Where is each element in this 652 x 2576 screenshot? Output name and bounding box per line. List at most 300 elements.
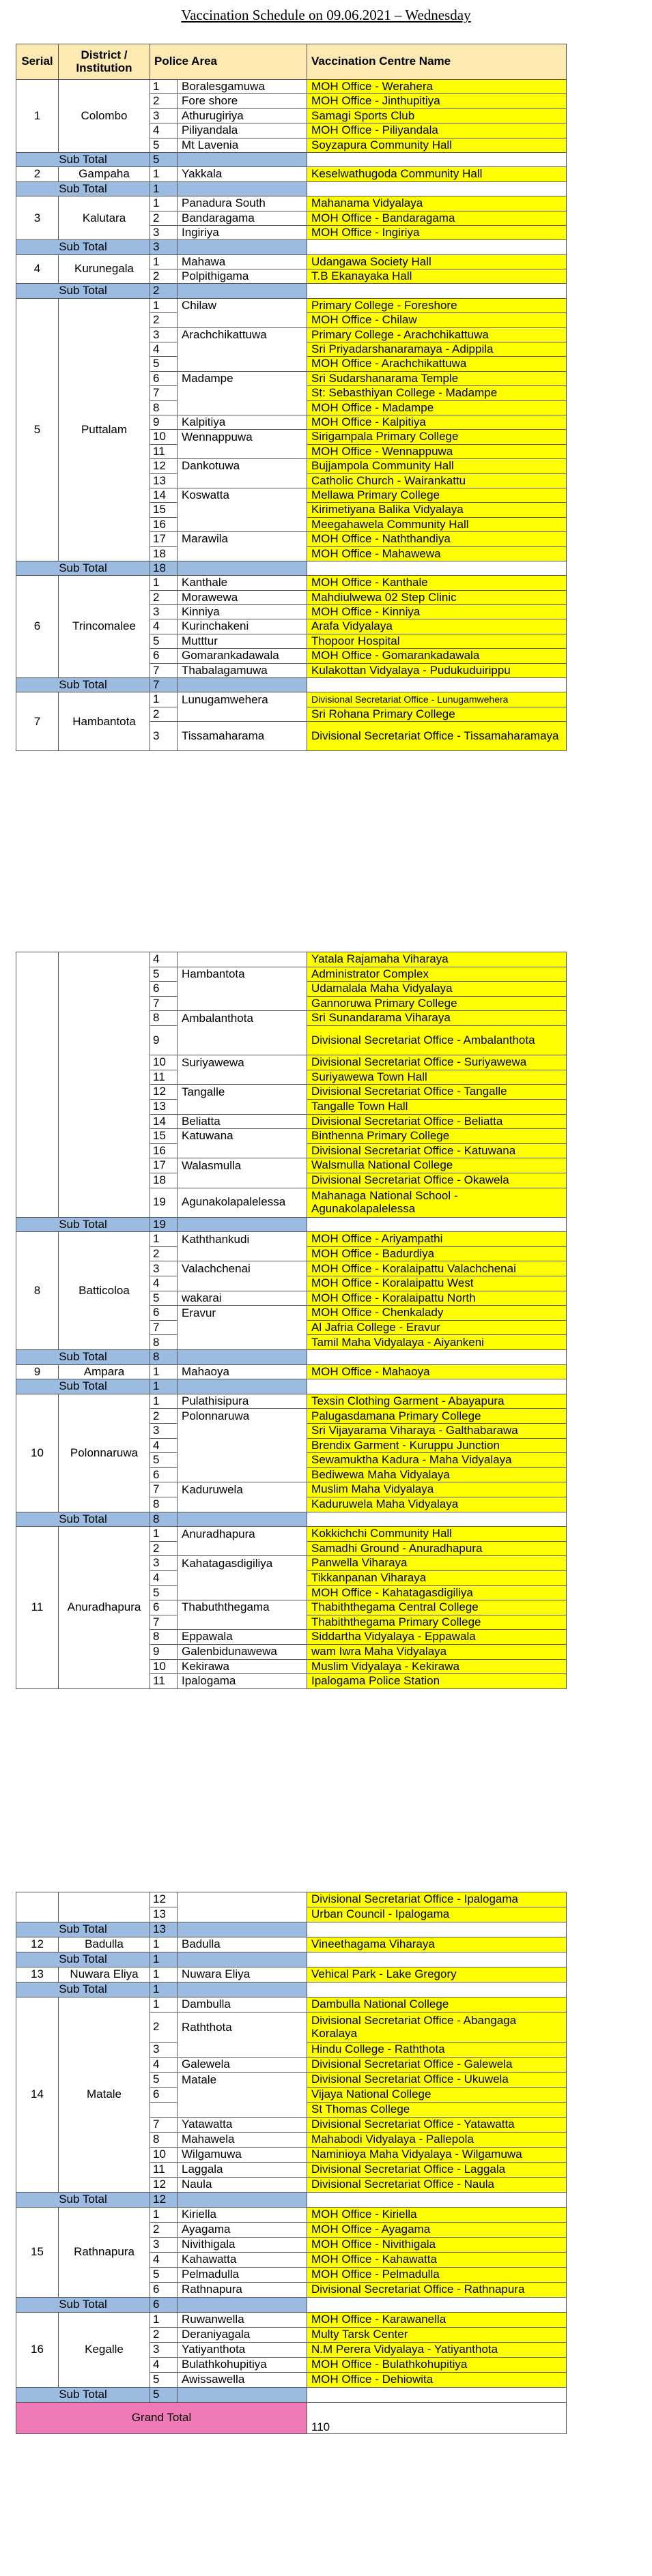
- vaccination-centre: Brendix Garment - Kuruppu Junction: [307, 1438, 567, 1453]
- row-number: 2: [150, 313, 178, 327]
- vaccination-centre: Thopoor Hospital: [307, 634, 567, 648]
- subtotal-value: 8: [150, 1512, 178, 1527]
- vaccination-centre: Bujjampola Community Hall: [307, 459, 567, 473]
- row-number: 8: [150, 1011, 178, 1026]
- row-number: 18: [150, 1173, 178, 1188]
- police-area: Kahatagasdigiliya: [178, 1556, 307, 1571]
- row-number: 1: [150, 1394, 178, 1409]
- subtotal-spacer: [178, 1952, 307, 1967]
- row-number: 10: [150, 1659, 178, 1674]
- subtotal-blank: [307, 2388, 567, 2403]
- subtotal-spacer: [178, 1379, 307, 1394]
- schedule-table: [16, 952, 567, 1689]
- police-area: Kurinchakeni: [178, 619, 307, 634]
- subtotal-spacer: [178, 1982, 307, 1997]
- vaccination-centre: Sri Sunandarama Viharaya: [307, 1011, 567, 1026]
- vaccination-centre: MOH Office - Kanthale: [307, 576, 567, 590]
- row-number: 2: [150, 2223, 178, 2238]
- table-row: [16, 1967, 567, 1982]
- police-area: Mutttur: [178, 634, 307, 648]
- police-area: Raththota: [178, 2012, 307, 2043]
- row-number: 4: [150, 2358, 178, 2373]
- row-number: 14: [150, 488, 178, 502]
- vaccination-centre: Kokkichchi Community Hall: [307, 1527, 567, 1542]
- vaccination-centre: Primary College - Arachchikattuwa: [307, 327, 567, 342]
- vaccination-centre: Palugasdamana Primary College: [307, 1409, 567, 1424]
- subtotal-label: Sub Total: [16, 152, 150, 166]
- row-number: 5: [150, 1453, 178, 1468]
- police-area: Kanthale: [178, 576, 307, 590]
- vaccination-centre: Yatala Rajamaha Viharaya: [307, 952, 567, 967]
- police-area: [178, 357, 307, 371]
- subtotal-label: Sub Total: [16, 181, 150, 196]
- subtotal-blank: [307, 1922, 567, 1937]
- row-number: 12: [150, 459, 178, 473]
- vaccination-centre: MOH Office - Kalpitiya: [307, 415, 567, 429]
- vaccination-centre: Divisional Secretariat Office - Abangaga Koralaya: [307, 2012, 567, 2043]
- district-serial: 2: [16, 167, 59, 181]
- district-serial: 15: [16, 2208, 59, 2298]
- row-number: 10: [150, 2148, 178, 2163]
- row-number: 9: [150, 1025, 178, 1055]
- vaccination-centre: Tangalle Town Hall: [307, 1099, 567, 1114]
- vaccination-centre: St Thomas College: [307, 2103, 567, 2118]
- police-area: Kinniya: [178, 605, 307, 619]
- police-area: [178, 1320, 307, 1335]
- vaccination-centre: Thabiththegama Primary College: [307, 1615, 567, 1630]
- police-area: Hambantota: [178, 967, 307, 982]
- row-number: 16: [150, 1143, 178, 1158]
- vaccination-centre: MOH Office - Ingiriya: [307, 225, 567, 239]
- police-area: Madampe: [178, 371, 307, 385]
- subtotal-blank: [307, 1982, 567, 1997]
- row-number: 11: [150, 2163, 178, 2178]
- row-number: 6: [150, 2283, 178, 2298]
- row-number: 11: [150, 1070, 178, 1085]
- vaccination-centre: Naminioya Maha Vidyalaya - Wilgamuwa: [307, 2148, 567, 2163]
- vaccination-centre: Kulakottan Vidyalaya - Pudukuduirippu: [307, 663, 567, 677]
- row-number: 15: [150, 503, 178, 517]
- table-row: [16, 80, 567, 94]
- vaccination-centre: MOH Office - Mahaoya: [307, 1364, 567, 1379]
- vaccination-centre: MOH Office - Ariyampathi: [307, 1232, 567, 1247]
- vaccination-centre: MOH Office - Piliyandala: [307, 123, 567, 138]
- police-area: Athurugiriya: [178, 108, 307, 123]
- row-number: 10: [150, 1055, 178, 1070]
- police-area: Ruwanwella: [178, 2313, 307, 2328]
- row-number: 1: [150, 298, 178, 312]
- header-serial: Serial: [16, 44, 59, 80]
- subtotal-value: 12: [150, 2193, 178, 2208]
- subtotal-blank: [307, 1512, 567, 1527]
- subtotal-value: 5: [150, 2388, 178, 2403]
- subtotal-label: Sub Total: [16, 1982, 150, 1997]
- vaccination-centre: MOH Office - Jinthupitiya: [307, 94, 567, 108]
- vaccination-centre: Mahabodi Vidyalaya - Pallepola: [307, 2133, 567, 2148]
- row-number: 5: [150, 1291, 178, 1306]
- vaccination-centre: Kaduruwela Maha Vidyalaya: [307, 1497, 567, 1512]
- subtotal-label: Sub Total: [16, 240, 150, 254]
- subtotal-row: [16, 284, 567, 298]
- row-number: 17: [150, 532, 178, 546]
- subtotal-spacer: [178, 2298, 307, 2313]
- row-number: 8: [150, 400, 178, 415]
- row-number: 1: [150, 196, 178, 211]
- vaccination-centre: Divisional Secretariat Office - Ambalanthota: [307, 1025, 567, 1055]
- subtotal-row: [16, 561, 567, 575]
- subtotal-blank: [307, 240, 567, 254]
- subtotal-spacer: [178, 181, 307, 196]
- vaccination-centre: Divisional Secretariat Office - Lunugamwehera: [307, 692, 567, 707]
- vaccination-centre: Mellawa Primary College: [307, 488, 567, 502]
- row-number: [150, 2103, 178, 2118]
- vaccination-centre: Sewamuktha Kadura - Maha Vidyalaya: [307, 1453, 567, 1468]
- police-area: [178, 2103, 307, 2118]
- row-number: 11: [150, 444, 178, 458]
- vaccination-centre: MOH Office - Ayagama: [307, 2223, 567, 2238]
- subtotal-label: Sub Total: [16, 1350, 150, 1365]
- police-area: Naula: [178, 2178, 307, 2193]
- vaccination-centre: Mahanama Vidyalaya: [307, 196, 567, 211]
- row-number: 2: [150, 590, 178, 604]
- vaccination-centre: MOH Office - Kinniya: [307, 605, 567, 619]
- police-area: Kaduruwela: [178, 1482, 307, 1497]
- vaccination-centre: Al Jafria College - Eravur: [307, 1320, 567, 1335]
- header-district: District / Institution: [59, 44, 150, 80]
- vaccination-centre: T.B Ekanayaka Hall: [307, 269, 567, 284]
- vaccination-centre: Sri Rohana Primary College: [307, 707, 567, 721]
- table-row: [16, 692, 567, 707]
- vaccination-centre: MOH Office - Bulathkohupitiya: [307, 2358, 567, 2373]
- district-serial: 6: [16, 576, 59, 678]
- vaccination-centre: MOH Office - Chilaw: [307, 313, 567, 327]
- vaccination-centre: MOH Office - Karawanella: [307, 2313, 567, 2328]
- row-number: 5: [150, 1585, 178, 1600]
- subtotal-spacer: [178, 152, 307, 166]
- vaccination-centre: Divisional Secretariat Office - Ipalogama: [307, 1892, 567, 1907]
- police-area: [178, 503, 307, 517]
- subtotal-label: Sub Total: [16, 284, 150, 298]
- subtotal-value: 1: [150, 1952, 178, 1967]
- district-name: Badulla: [59, 1937, 150, 1952]
- district-serial: 13: [16, 1967, 59, 1982]
- police-area: [178, 313, 307, 327]
- police-area: [178, 386, 307, 400]
- district-name: Colombo: [59, 80, 150, 153]
- police-area: Kiriella: [178, 2208, 307, 2223]
- row-number: 2: [150, 2328, 178, 2343]
- row-number: 16: [150, 517, 178, 531]
- vaccination-centre: Divisional Secretariat Office - Katuwana: [307, 1143, 567, 1158]
- subtotal-label: Sub Total: [16, 1379, 150, 1394]
- table-row: [16, 1937, 567, 1952]
- vaccination-centre: Divisional Secretariat Office - Ukuwela: [307, 2073, 567, 2088]
- police-area: [178, 2088, 307, 2103]
- police-area: [178, 1276, 307, 1291]
- subtotal-label: Sub Total: [16, 2193, 150, 2208]
- row-number: 7: [150, 1482, 178, 1497]
- grand-total-row: [16, 2403, 567, 2434]
- subtotal-row: [16, 678, 567, 692]
- vaccination-centre: Mahanaga National School - Agunakolapalelessa: [307, 1188, 567, 1217]
- vaccination-centre: St: Sebasthiyan College - Madampe: [307, 386, 567, 400]
- row-number: 8: [150, 1335, 178, 1350]
- subtotal-spacer: [178, 678, 307, 692]
- subtotal-row: [16, 1982, 567, 1997]
- table-row: [16, 254, 567, 269]
- police-area: [178, 1438, 307, 1453]
- row-number: 1: [150, 576, 178, 590]
- police-area: Yatawatta: [178, 2118, 307, 2133]
- table-row: [16, 1394, 567, 1409]
- subtotal-value: 7: [150, 678, 178, 692]
- vaccination-centre: Muslim Vidyalaya - Kekirawa: [307, 1659, 567, 1674]
- subtotal-label: Sub Total: [16, 1217, 150, 1232]
- subtotal-label: Sub Total: [16, 1512, 150, 1527]
- row-number: 7: [150, 1615, 178, 1630]
- subtotal-blank: [307, 561, 567, 575]
- police-area: [178, 1424, 307, 1439]
- row-number: 4: [150, 2253, 178, 2268]
- vaccination-centre: Ipalogama Police Station: [307, 1674, 567, 1689]
- vaccination-centre: Thabiththegama Central College: [307, 1600, 567, 1615]
- police-area: Polonnaruwa: [178, 1409, 307, 1424]
- vaccination-centre: MOH Office - Dehiowita: [307, 2373, 567, 2388]
- police-area: Wennappuwa: [178, 430, 307, 444]
- subtotal-value: 1: [150, 181, 178, 196]
- subtotal-value: 8: [150, 1350, 178, 1365]
- police-area: [178, 473, 307, 488]
- district-name: Trincomalee: [59, 576, 150, 678]
- row-number: 10: [150, 430, 178, 444]
- row-number: 3: [150, 2238, 178, 2253]
- table-row: [16, 1892, 567, 1907]
- subtotal-value: 18: [150, 561, 178, 575]
- police-area: [178, 1892, 307, 1907]
- schedule-table: [16, 44, 567, 751]
- vaccination-centre: MOH Office - Madampe: [307, 400, 567, 415]
- police-area: [178, 1497, 307, 1512]
- police-area: Bulathkohupitiya: [178, 2358, 307, 2373]
- table-row: [16, 1997, 567, 2012]
- police-area: [178, 1070, 307, 1085]
- vaccination-centre: Udangawa Society Hall: [307, 254, 567, 269]
- subtotal-row: [16, 1350, 567, 1365]
- row-number: 6: [150, 371, 178, 385]
- vaccination-centre: Arafa Vidyalaya: [307, 619, 567, 634]
- subtotal-blank: [307, 2193, 567, 2208]
- police-area: [178, 996, 307, 1011]
- row-number: 5: [150, 634, 178, 648]
- row-number: 6: [150, 1600, 178, 1615]
- vaccination-centre: MOH Office - Nivithigala: [307, 2238, 567, 2253]
- row-number: 2: [150, 707, 178, 721]
- police-area: [178, 982, 307, 997]
- district-serial: 8: [16, 1232, 59, 1350]
- row-number: 5: [150, 2073, 178, 2088]
- row-number: 2: [150, 94, 178, 108]
- row-number: 1: [150, 2208, 178, 2223]
- district-name: Hambantota: [59, 692, 150, 751]
- vaccination-centre: Panwella Viharaya: [307, 1556, 567, 1571]
- district-serial: 16: [16, 2313, 59, 2388]
- table-row: [16, 1364, 567, 1379]
- table-row: [16, 1527, 567, 1542]
- row-number: 19: [150, 1188, 178, 1217]
- police-area: [178, 707, 307, 721]
- table-row: [16, 2208, 567, 2223]
- police-area: Rathnapura: [178, 2283, 307, 2298]
- table-header: [16, 44, 567, 80]
- vaccination-centre: N.M Perera Vidyalaya - Yatiyanthota: [307, 2343, 567, 2358]
- police-area: [178, 1143, 307, 1158]
- subtotal-spacer: [178, 1512, 307, 1527]
- table-row: [16, 952, 567, 967]
- subtotal-label: Sub Total: [16, 561, 150, 575]
- row-number: 2: [150, 2012, 178, 2043]
- vaccination-centre: MOH Office - Naththandiya: [307, 532, 567, 546]
- row-number: 17: [150, 1158, 178, 1173]
- vaccination-centre: Divisional Secretariat Office - Okawela: [307, 1173, 567, 1188]
- police-area: Valachchenai: [178, 1261, 307, 1276]
- vaccination-centre: Divisional Secretariat Office - Yatawatta: [307, 2118, 567, 2133]
- row-number: 8: [150, 2133, 178, 2148]
- subtotal-blank: [307, 181, 567, 196]
- row-number: 4: [150, 952, 178, 967]
- subtotal-spacer: [178, 1922, 307, 1937]
- police-area: Yakkala: [178, 167, 307, 181]
- district-name: Kalutara: [59, 196, 150, 240]
- row-number: 4: [150, 1276, 178, 1291]
- row-number: 1: [150, 1364, 178, 1379]
- police-area: Laggala: [178, 2163, 307, 2178]
- vaccination-centre: MOH Office - Kahatagasdigiliya: [307, 1585, 567, 1600]
- row-number: 9: [150, 1644, 178, 1659]
- row-number: 3: [150, 327, 178, 342]
- row-number: 3: [150, 1261, 178, 1276]
- vaccination-centre: MOH Office - Arachchikattuwa: [307, 357, 567, 371]
- header-police-area: Police Area: [150, 44, 307, 80]
- police-area: [178, 546, 307, 561]
- police-area: Thabalagamuwa: [178, 663, 307, 677]
- police-area: Kekirawa: [178, 1659, 307, 1674]
- vaccination-centre: Texsin Clothing Garment - Abayapura: [307, 1394, 567, 1409]
- vaccination-centre: MOH Office - Mahawewa: [307, 546, 567, 561]
- district-serial: 5: [16, 298, 59, 561]
- row-number: 7: [150, 996, 178, 1011]
- row-number: 5: [150, 967, 178, 982]
- police-area: [178, 1246, 307, 1261]
- district-name: Anuradhapura: [59, 1527, 150, 1689]
- police-area: Thabuththegama: [178, 1600, 307, 1615]
- row-number: 4: [150, 123, 178, 138]
- row-number: 7: [150, 386, 178, 400]
- police-area: Polpithigama: [178, 269, 307, 284]
- police-area: Marawila: [178, 532, 307, 546]
- vaccination-centre: Multy Tarsk Center: [307, 2328, 567, 2343]
- subtotal-value: 2: [150, 284, 178, 298]
- police-area: Galewela: [178, 2058, 307, 2073]
- vaccination-centre: Udamalala Maha Vidyalaya: [307, 982, 567, 997]
- police-area: Tissamaharama: [178, 722, 307, 751]
- subtotal-row: [16, 1922, 567, 1937]
- row-number: 7: [150, 1320, 178, 1335]
- row-number: 2: [150, 1409, 178, 1424]
- district-serial: 3: [16, 196, 59, 240]
- subtotal-label: Sub Total: [16, 2388, 150, 2403]
- district-serial: 1: [16, 80, 59, 153]
- police-area: Arachchikattuwa: [178, 327, 307, 342]
- vaccination-centre: Dambulla National College: [307, 1997, 567, 2012]
- subtotal-row: [16, 1512, 567, 1527]
- police-area: Eravur: [178, 1306, 307, 1321]
- subtotal-spacer: [178, 1217, 307, 1232]
- row-number: 7: [150, 2118, 178, 2133]
- police-area: Bandaragama: [178, 211, 307, 225]
- row-number: 1: [150, 254, 178, 269]
- subtotal-label: Sub Total: [16, 2298, 150, 2313]
- police-area: Anuradhapura: [178, 1527, 307, 1542]
- row-number: 13: [150, 1099, 178, 1114]
- row-number: 1: [150, 1967, 178, 1982]
- row-number: 12: [150, 1892, 178, 1907]
- police-area: [178, 517, 307, 531]
- row-number: 1: [150, 167, 178, 181]
- row-number: 5: [150, 138, 178, 152]
- police-area: Deraniyagala: [178, 2328, 307, 2343]
- police-area: Ingiriya: [178, 225, 307, 239]
- vaccination-centre: Vehical Park - Lake Gregory: [307, 1967, 567, 1982]
- vaccination-centre: Samadhi Ground - Anuradhapura: [307, 1541, 567, 1556]
- row-number: 8: [150, 1630, 178, 1645]
- police-area: [178, 1585, 307, 1600]
- police-area: Galenbidunawewa: [178, 1644, 307, 1659]
- police-area: Pelmadulla: [178, 2268, 307, 2283]
- vaccination-centre: Divisional Secretariat Office - Tissamaharamaya: [307, 722, 567, 751]
- police-area: Yatiyanthota: [178, 2343, 307, 2358]
- vaccination-centre: Walsmulla National College: [307, 1158, 567, 1173]
- vaccination-centre: Meegahawela Community Hall: [307, 517, 567, 531]
- vaccination-centre: Primary College - Foreshore: [307, 298, 567, 312]
- police-area: [178, 1615, 307, 1630]
- police-area: Tangalle: [178, 1085, 307, 1100]
- vaccination-centre: MOH Office - Chenkalady: [307, 1306, 567, 1321]
- district-name: Puttalam: [59, 298, 150, 561]
- district-name: Kurunegala: [59, 254, 150, 284]
- vaccination-centre: Divisional Secretariat Office - Naula: [307, 2178, 567, 2193]
- police-area: Kahawatta: [178, 2253, 307, 2268]
- police-area: Chilaw: [178, 298, 307, 312]
- subtotal-row: [16, 2388, 567, 2403]
- row-number: 4: [150, 1438, 178, 1453]
- subtotal-value: 19: [150, 1217, 178, 1232]
- police-area: Nivithigala: [178, 2238, 307, 2253]
- row-number: 3: [150, 722, 178, 751]
- subtotal-row: [16, 240, 567, 254]
- subtotal-row: [16, 2298, 567, 2313]
- vaccination-centre: Bediwewa Maha Vidyalaya: [307, 1467, 567, 1482]
- vaccination-centre: MOH Office - Werahera: [307, 80, 567, 94]
- row-number: 2: [150, 269, 178, 284]
- district-serial: 11: [16, 1527, 59, 1689]
- vaccination-centre: Keselwathugoda Community Hall: [307, 167, 567, 181]
- police-area: Kaththankudi: [178, 1232, 307, 1247]
- row-number: 5: [150, 2268, 178, 2283]
- page-title: Vaccination Schedule on 09.06.2021 – Wednesday: [181, 7, 471, 23]
- row-number: 3: [150, 605, 178, 619]
- vaccination-centre: Muslim Maha Vidyalaya: [307, 1482, 567, 1497]
- police-area: [178, 1570, 307, 1585]
